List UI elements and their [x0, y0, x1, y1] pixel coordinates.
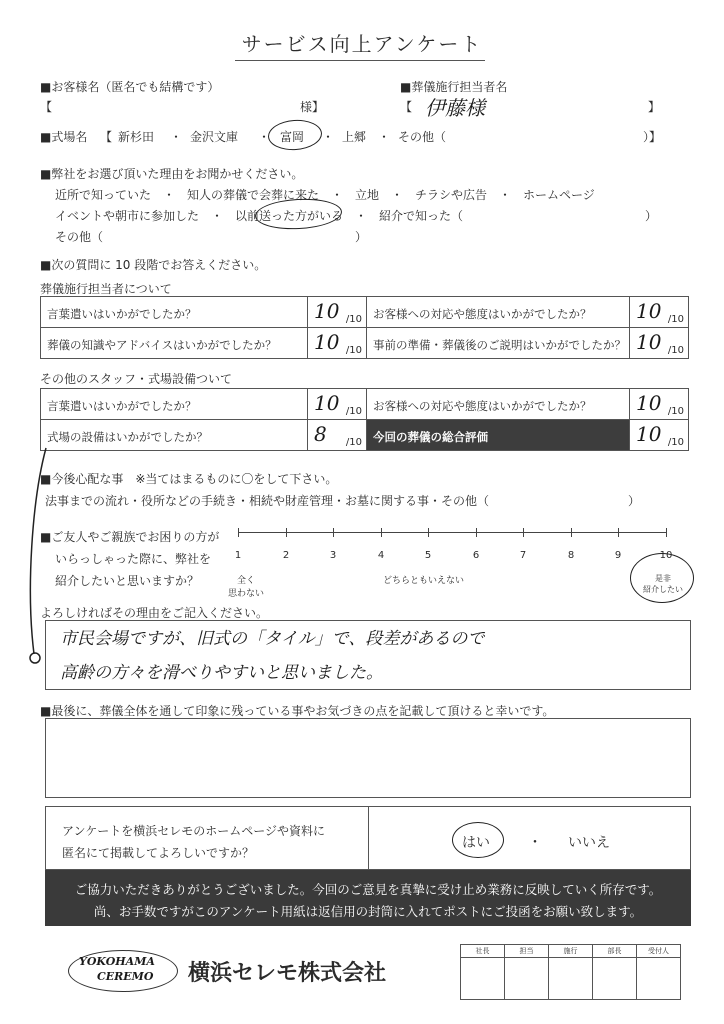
section-staff-heading: 葬儀施行担当者について: [40, 282, 172, 296]
reason-text-line-1: 市民会場ですが、旧式の「タイル」で、段差があるので: [60, 629, 485, 649]
rating-score-value: 8: [314, 422, 327, 446]
rating-score-value: 10: [636, 330, 662, 354]
stamp-label: 部長: [593, 945, 636, 958]
reasons-line-1[interactable]: 近所で知っていた ・ 知人の葬儀で会葬に来た ・ 立地 ・ チラシや広告 ・ ホームページ: [55, 188, 595, 202]
logo-mark-line-1: YOKOHAMA: [79, 955, 155, 968]
rating-question: 言葉遣いはいかがでしたか？: [40, 388, 308, 420]
handwritten-arrow: [22, 440, 52, 670]
reasons-label: ■弊社をお選び頂いた理由をお聞かせください。: [40, 167, 304, 181]
staff-bracket-open: 【: [400, 100, 413, 114]
venue-option-kamigo[interactable]: 上郷: [342, 130, 367, 144]
scale-number: 2: [282, 550, 290, 561]
publish-dot: ・: [528, 835, 542, 851]
reasons-line-3[interactable]: その他（: [55, 230, 104, 244]
scale-tick[interactable]: [666, 528, 667, 537]
scale-low-label-line-2: 思わない: [228, 589, 265, 599]
rating-score-value: 10: [636, 299, 662, 323]
reasons-line-2-close: ）: [645, 209, 658, 223]
publish-question-line-1: アンケートを横浜セレモのホームページや資料に: [62, 824, 326, 838]
thanks-banner: [45, 870, 691, 926]
scale-number: 7: [519, 550, 527, 561]
overall-score-field[interactable]: [629, 419, 689, 451]
scale-tick[interactable]: [333, 528, 334, 537]
rating-score-value: 10: [314, 391, 340, 415]
venue-sep: ・: [378, 130, 391, 144]
form-title: サービス向上アンケート: [241, 32, 483, 56]
stamp-box[interactable]: [504, 944, 549, 1000]
concerns-close: ）: [628, 494, 641, 508]
rating-score-field[interactable]: [629, 296, 689, 328]
reason-text-line-2: 高齢の方々を滑べりやすいと思いました。: [60, 663, 383, 683]
scale-number: 9: [614, 550, 622, 561]
logo-mark-line-2: CEREMO: [97, 970, 154, 983]
venue-sep: ・: [322, 130, 335, 144]
stamp-label: 社長: [461, 945, 504, 958]
venue-option-other[interactable]: その他（: [398, 130, 447, 144]
staff-name-input[interactable]: 伊藤様: [425, 96, 485, 120]
scale-tick[interactable]: [381, 528, 382, 537]
venue-option-shinsugita[interactable]: 新杉田: [118, 130, 155, 144]
section-other-heading: その他のスタッフ・式場設備ついて: [40, 372, 233, 386]
stamp-label: 施行: [549, 945, 592, 958]
publish-no-option[interactable]: いいえ: [568, 835, 610, 851]
scale-number: 5: [424, 550, 432, 561]
customer-bracket-open: 【: [40, 100, 53, 114]
concerns-options[interactable]: 法事までの流れ・役所などの手続き・相続や財産管理・お墓に関する事・その他（: [45, 494, 490, 508]
publish-selected-circle: [452, 822, 504, 858]
rating-denominator: /10: [667, 345, 684, 356]
rating-denominator: /10: [345, 406, 362, 417]
company-name: 横浜セレモ株式会社: [188, 960, 387, 986]
stamp-box[interactable]: [548, 944, 593, 1000]
rating-denominator: /10: [345, 437, 362, 448]
impressions-textarea[interactable]: [45, 718, 691, 798]
scale-tick[interactable]: [238, 528, 239, 537]
concerns-label: ■今後心配な事 ※当てはまるものに〇をして下さい。: [40, 472, 338, 486]
stamp-box[interactable]: [592, 944, 637, 1000]
venue-other-close: ）】: [643, 130, 662, 144]
thanks-line-2: 尚、お手数ですがこのアンケート用紙は返信用の封筒に入れてポストにご投函をお願い致します。: [93, 904, 643, 919]
stamp-box[interactable]: [460, 944, 505, 1000]
rating-score-field[interactable]: [307, 419, 367, 451]
rating-score-value: 10: [314, 299, 340, 323]
reasons-line-3-close: ）: [355, 230, 368, 244]
scale-tick[interactable]: [618, 528, 619, 537]
scale-tick[interactable]: [286, 528, 287, 537]
rating-question: お客様への対応や態度はいかがでしたか？: [366, 388, 630, 420]
publish-divider: [368, 806, 369, 870]
venue-sep: ・: [170, 130, 183, 144]
customer-label: ■お客様名（匿名でも結構です）: [40, 80, 220, 94]
rating-denominator: /10: [345, 345, 362, 356]
rating-denominator: /10: [667, 406, 684, 417]
stamp-label: 受付人: [637, 945, 680, 958]
scale-tick[interactable]: [428, 528, 429, 537]
scale-high-label-line-1: 是非: [655, 574, 671, 583]
scale-mid-label: どちらともいえない: [383, 576, 465, 586]
company-logo-mark: [68, 950, 178, 992]
rating-question: 葬儀の知識やアドバイスはいかがでしたか？: [40, 327, 308, 359]
customer-suffix: 様】: [300, 100, 325, 114]
venue-label-open: 【: [100, 130, 113, 144]
referral-scale-line: [238, 532, 666, 533]
scale-tick[interactable]: [523, 528, 524, 537]
stamp-box[interactable]: [636, 944, 681, 1000]
rating-denominator: /10: [345, 314, 362, 325]
rating-question: 式場の設備はいかがでしたか？: [40, 419, 308, 451]
referral-question-line-1: ■ご友人やご親族でお困りの方が: [40, 530, 220, 544]
scale-number: 3: [329, 550, 337, 561]
title-underline: [235, 60, 485, 61]
rating-intro: ■次の質問に 10 段階でお答えください。: [40, 258, 267, 272]
venue-option-kanazawabunko[interactable]: 金沢文庫: [190, 130, 239, 144]
scale-tick[interactable]: [571, 528, 572, 537]
venue-sep: ・: [258, 130, 271, 144]
publish-question-line-2: 匿名にて掲載してよろしいですか？: [62, 846, 255, 860]
scale-number: 4: [377, 550, 385, 561]
rating-score-value: 10: [636, 391, 662, 415]
venue-label: ■式場名: [40, 130, 88, 144]
scale-number: 8: [567, 550, 575, 561]
rating-score-field[interactable]: [307, 296, 367, 328]
rating-score-field[interactable]: [307, 327, 367, 359]
scale-low-label: [228, 573, 264, 599]
referral-question-line-3: 紹介したいと思いますか？: [55, 574, 200, 588]
referral-selected-circle: [630, 553, 694, 603]
rating-question: 言葉遣いはいかがでしたか？: [40, 296, 308, 328]
venue-selected-circle: [267, 118, 323, 152]
rating-score-value: 10: [636, 422, 662, 446]
rating-score-field[interactable]: [629, 327, 689, 359]
thanks-line-1: ご協力いただきありがとうございました。今回のご意見を真摯に受け止め業務に反映していく所存です。: [74, 882, 662, 897]
venue-option-tomioka[interactable]: 富岡: [280, 130, 305, 144]
scale-low-label-line-1: 全く: [237, 576, 256, 586]
rating-denominator: /10: [667, 314, 684, 325]
scale-number: 10: [659, 550, 673, 561]
staff-bracket-close: 】: [648, 100, 661, 114]
reason-prompt: よろしければその理由をご記入ください。: [40, 606, 269, 620]
reasons-line-2[interactable]: イベントや朝市に参加した ・ 以前送った方がいる ・ 紹介で知った（: [55, 209, 464, 223]
rating-score-value: 10: [314, 330, 340, 354]
rating-question: 事前の準備・葬儀後のご説明はいかがでしたか？: [366, 327, 630, 359]
scale-high-label-line-2: 紹介したい: [643, 585, 683, 594]
rating-question: お客様への対応や態度はいかがでしたか？: [366, 296, 630, 328]
scale-number: 6: [472, 550, 480, 561]
rating-score-field[interactable]: [629, 388, 689, 420]
stamp-label: 担当: [505, 945, 548, 958]
scale-number: 1: [234, 550, 242, 561]
rating-denominator: /10: [667, 437, 684, 448]
publish-yes-option[interactable]: はい: [462, 835, 490, 851]
impressions-label: ■最後に、葬儀全体を通して印象に残っている事やお気づきの点を記載して頂けると幸いです。: [40, 704, 555, 718]
referral-question-line-2: いらっしゃった際に、弊社を: [55, 552, 212, 566]
staff-label: ■葬儀施行担当者名: [400, 80, 508, 94]
overall-rating-label: 今回の葬儀の総合評価: [366, 419, 630, 451]
scale-tick[interactable]: [476, 528, 477, 537]
rating-score-field[interactable]: [307, 388, 367, 420]
